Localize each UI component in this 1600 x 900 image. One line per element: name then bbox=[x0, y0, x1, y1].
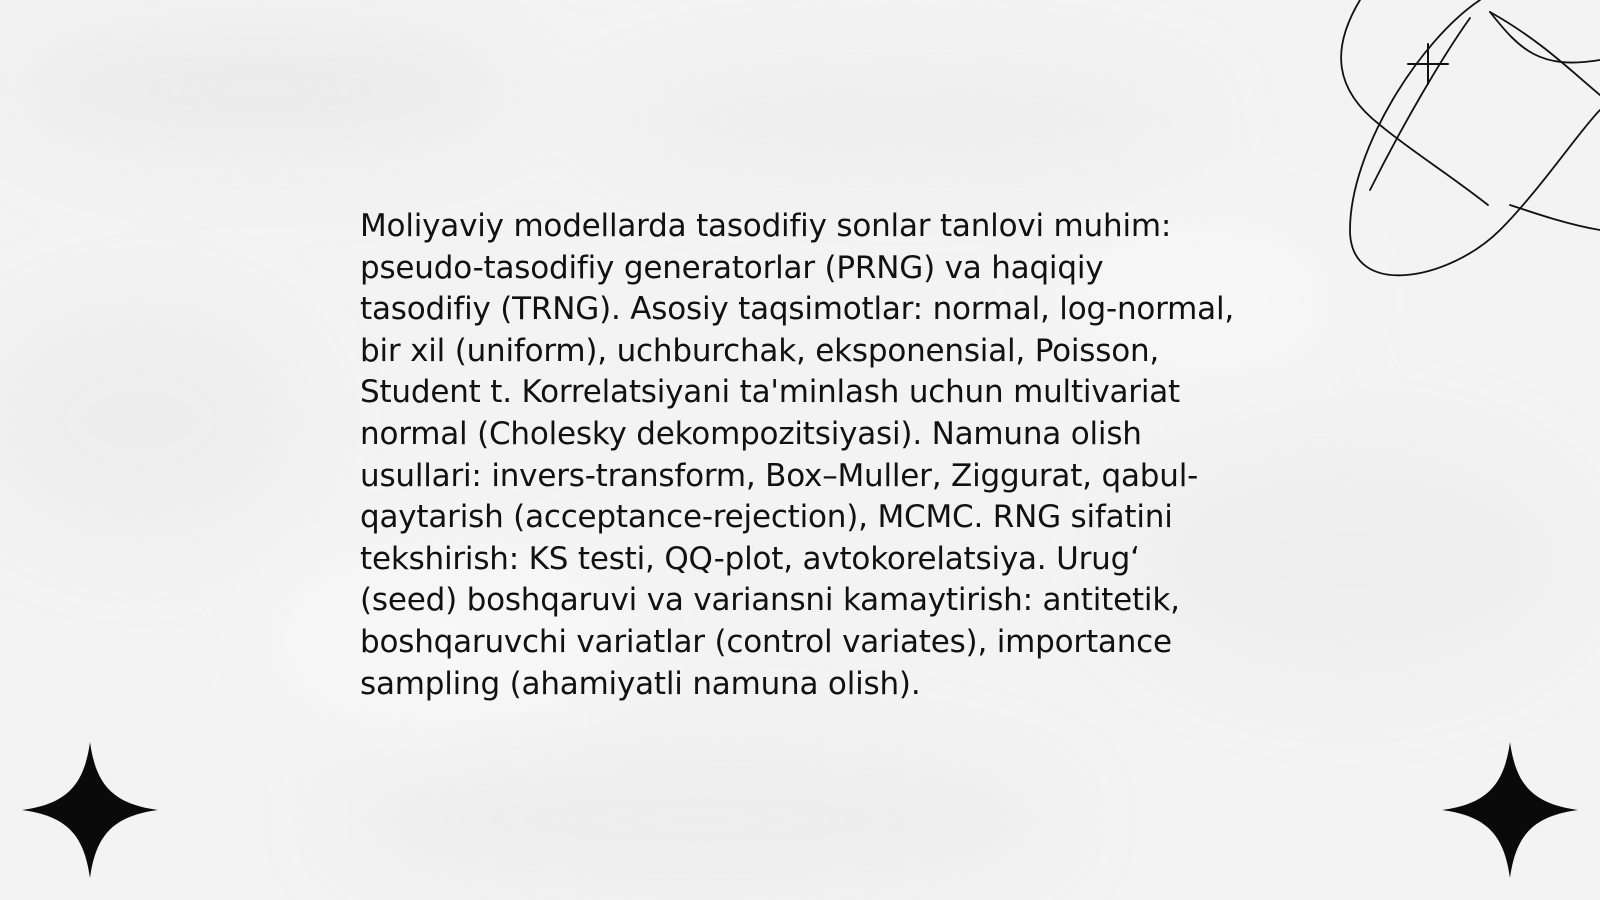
four-point-star-icon bbox=[18, 738, 162, 882]
four-point-star-icon bbox=[1438, 738, 1582, 882]
sparkle-icon bbox=[1408, 44, 1448, 84]
orbit-line-deco bbox=[1340, 0, 1600, 290]
slide-body-text: Moliyaviy modellarda tasodifiy sonlar tanlovi muhim: pseudo-tasodifiy generatorlar (PRNG) va haqiqiy tasodifiy (TRNG). Asosiy taqsimotlar: normal, log-normal, bir xil (uniform), uchburchak, eksponensial, Poisson, Student t. Korrelatsiyani ta'minlash uchun multivariat normal (Cholesky dekompozitsiyasi). Namuna olish usullari: invers-transform, Box–Muller, Ziggurat, qabul-qaytarish (acceptance-rejection), MCMC. RNG sifatini tekshirish: KS testi, QQ-plot, avtokorelatsiya. Urug‘ (seed) boshqaruvi va variansni kamaytirish: antitetik, boshqaruvchi variatlar (control variates), importance sampling (ahamiyatli namuna olish). bbox=[360, 208, 1235, 702]
